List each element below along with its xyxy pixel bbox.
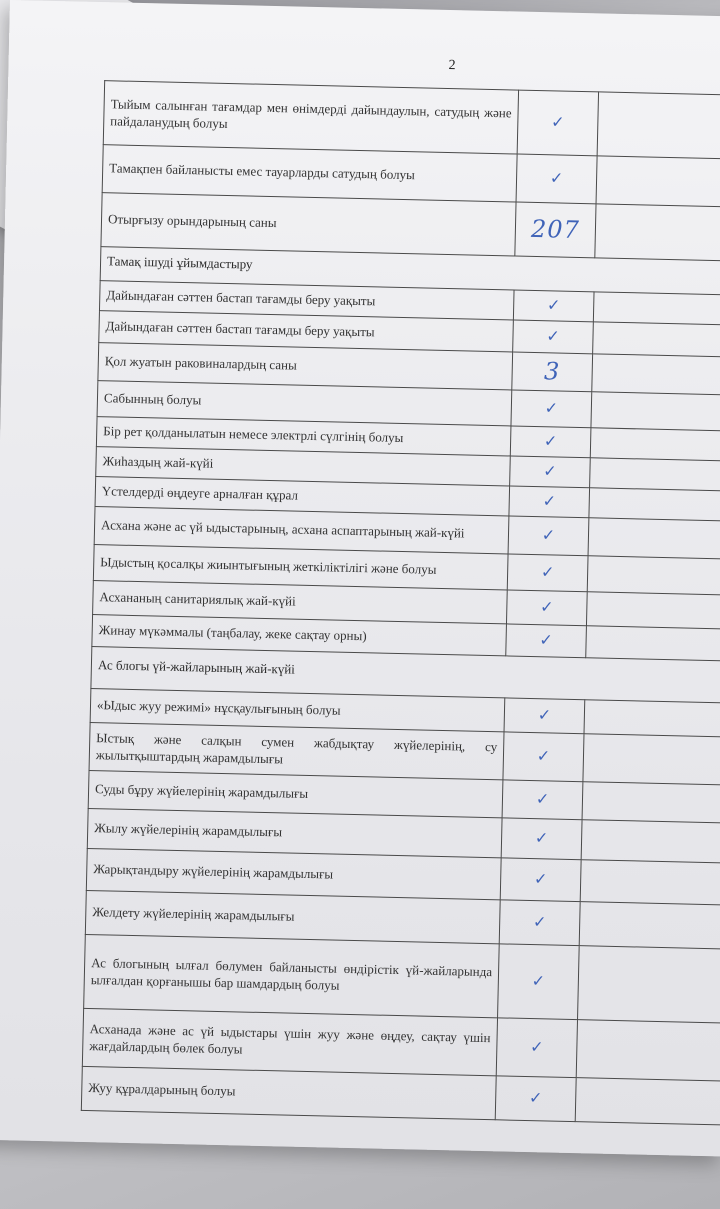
criterion-label: Асханада және ас үй ыдыстары үшін жуу және өңдеу, сақтау үшін жағдайлардың бөлек болуы <box>82 1009 497 1076</box>
criterion-label: Жылу жүйелерінің жарамдылығы <box>87 809 502 858</box>
empty-cell <box>588 518 720 559</box>
criterion-label: Жуу құралдарының болуы <box>81 1066 496 1119</box>
empty-cell <box>586 626 720 661</box>
check-mark-icon: ✓ <box>498 944 580 1020</box>
check-mark-icon: ✓ <box>513 290 594 322</box>
empty-cell <box>589 488 720 521</box>
handwritten-value: 207 <box>515 202 596 258</box>
empty-cell <box>595 204 720 261</box>
check-mark-icon: ✓ <box>511 390 592 428</box>
criterion-label: Жарықтандыру жүйелерінің жарамдылығы <box>86 849 501 900</box>
criterion-label: Сабынның болуы <box>97 381 512 426</box>
check-mark-icon: ✓ <box>503 732 584 782</box>
criterion-label: Суды бұру жүйелерінің жарамдылығы <box>88 771 503 818</box>
check-mark-icon: ✓ <box>499 900 580 946</box>
empty-cell <box>593 292 720 325</box>
criterion-label: Үстелдерді өңдеуге арналған құрал <box>95 477 510 516</box>
criterion-label: Ас блогының ылғал бөлумен байланысты өндірістік үй-жайларында ылғалдан қорғанышы бар шамдардың болуы <box>84 935 500 1018</box>
check-mark-icon: ✓ <box>509 486 590 518</box>
checklist-body <box>81 81 720 1125</box>
empty-cell <box>576 1020 720 1081</box>
check-mark-icon: ✓ <box>513 320 594 354</box>
handwritten-value: 3 <box>512 352 593 392</box>
criterion-label: Бір рет қолданылатын немесе электрлі сүлгінің болуы <box>96 417 511 456</box>
check-mark-icon: ✓ <box>501 818 582 860</box>
criterion-label: Ыстық және салқын сумен жабдықтау жүйелерінің, су жылытқыштардың жарамдылығы <box>89 723 504 780</box>
page-number: 2 <box>448 57 456 74</box>
criterion-label: Жинау мүкәммалы (таңбалау, жеке сақтау орны) <box>92 615 507 656</box>
check-mark-icon: ✓ <box>495 1076 576 1122</box>
check-mark-icon: ✓ <box>506 624 587 658</box>
criterion-label: Асхана және ас үй ыдыстарының, асхана аспаптарының жай-күйі <box>94 507 509 554</box>
empty-cell <box>581 820 720 863</box>
empty-cell <box>590 458 720 491</box>
empty-cell <box>590 428 720 461</box>
criterion-label: Ыдыстың қосалқы жиынтығының жеткіліктілігі және болуы <box>93 545 508 590</box>
section-title: Ас блогы үй-жайларының жай-күйі <box>91 647 720 704</box>
criterion-label: Қол жуатын раковиналардың саны <box>98 342 513 390</box>
empty-cell <box>580 860 720 905</box>
empty-cell <box>582 782 720 823</box>
criterion-label: Дайындаған сәттен бастап тағамды беру уақыты <box>99 311 514 352</box>
criterion-label: Жиһаздың жай-күйі <box>96 447 511 486</box>
empty-cell <box>578 946 720 1023</box>
check-mark-icon: ✓ <box>507 554 588 592</box>
check-mark-icon: ✓ <box>500 858 581 902</box>
empty-cell <box>583 734 720 785</box>
empty-cell <box>579 902 720 949</box>
check-mark-icon: ✓ <box>510 426 591 458</box>
empty-cell <box>593 322 720 357</box>
empty-cell <box>592 354 720 395</box>
empty-cell <box>587 556 720 595</box>
criterion-label: Тамақпен байланысты емес тауарларды сатудың болуы <box>102 145 517 202</box>
check-mark-icon: ✓ <box>510 456 591 488</box>
check-mark-icon: ✓ <box>506 590 587 626</box>
empty-cell <box>597 92 720 159</box>
check-mark-icon: ✓ <box>496 1018 577 1078</box>
checklist-table <box>81 80 720 1125</box>
empty-cell <box>586 592 720 629</box>
criterion-label: Отырғызу орындарының саны <box>101 193 516 256</box>
section-title: Тамақ ішуді ұйымдастыру <box>100 247 720 295</box>
empty-cell <box>584 700 720 737</box>
check-mark-icon: ✓ <box>516 154 597 204</box>
criterion-label: «Ыдыс жуу режимі» нұсқаулығының болуы <box>90 689 505 732</box>
criterion-label: Тыйым салынған тағамдар мен өнімдерді дайындаулын, сатудың және пайдаланудың болуы <box>103 81 518 154</box>
criterion-label: Дайындаған сәттен бастап тағамды беру уақыты <box>99 281 514 320</box>
empty-cell <box>591 392 720 431</box>
check-mark-icon: ✓ <box>504 698 585 734</box>
empty-cell <box>596 156 720 207</box>
criterion-label: Желдету жүйелерінің жарамдылығы <box>85 891 500 944</box>
check-mark-icon: ✓ <box>502 780 583 820</box>
check-mark-icon: ✓ <box>508 516 589 556</box>
empty-cell <box>575 1078 720 1125</box>
criterion-label: Асхананың санитариялық жай-күйі <box>93 581 508 624</box>
check-mark-icon: ✓ <box>517 90 598 156</box>
